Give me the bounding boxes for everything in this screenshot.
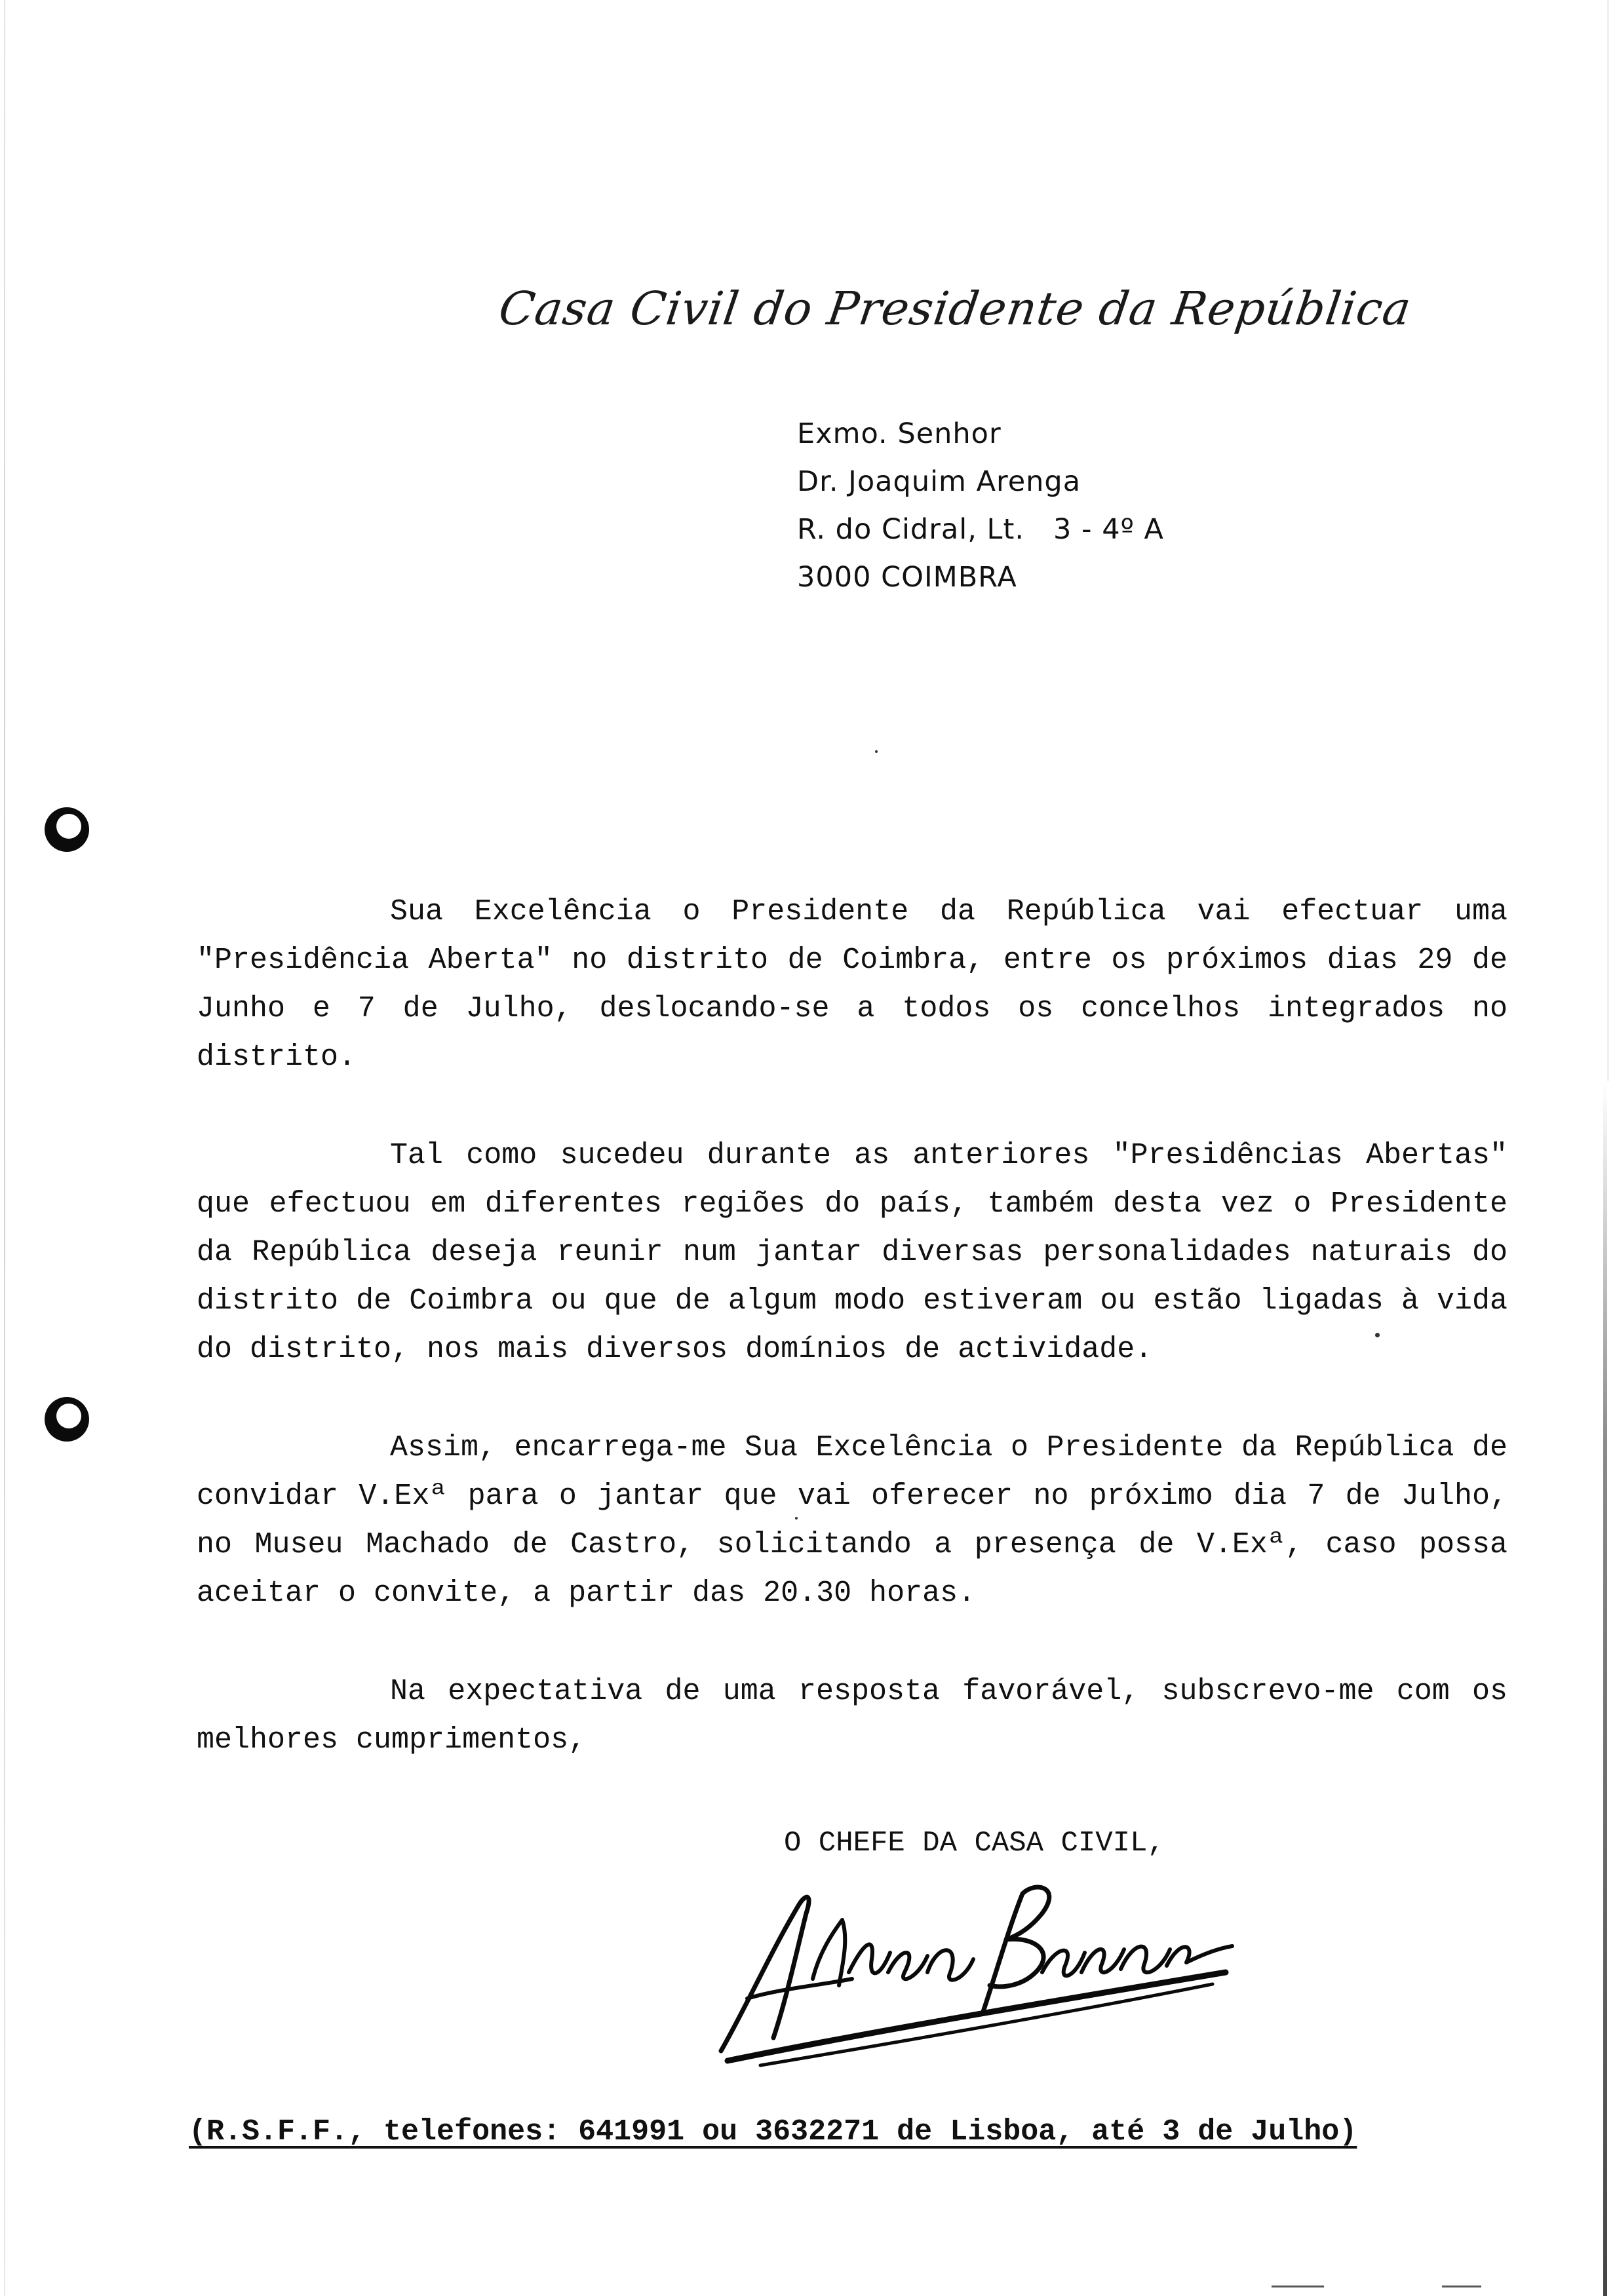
scan-edge-right — [1603, 1081, 1607, 2296]
signature — [708, 1874, 1245, 2071]
letterhead-title: Casa Civil do Presidente da República — [496, 282, 1415, 335]
closing-title: O CHEFE DA CASA CIVIL, — [784, 1827, 1165, 1860]
recipient-line: R. do Cidral, Lt. 3 - 4º A — [797, 513, 1164, 546]
scan-mark — [1272, 2286, 1324, 2287]
scan-speck — [875, 750, 878, 753]
recipient-line: 3000 COIMBRA — [797, 561, 1017, 594]
body-paragraph: Sua Excelência o Presidente da República vai efectuar uma "Presidência Aberta" no distrito de Coimbra, entre os próximos dias 29 de Junho e 7 de Julho, deslocando-se a todos os concelhos integrados no distrito. — [197, 895, 1508, 1074]
punch-hole-icon — [45, 807, 89, 852]
scan-speck — [1375, 1333, 1380, 1337]
body-paragraph: Na expectativa de uma resposta favorável, subscrevo-me com os melhores cumprimentos, — [197, 1675, 1508, 1757]
body-paragraph: Assim, encarrega-me Sua Excelência o Presidente da República de convidar V.Exª para o jantar que vai oferecer no próximo dia 7 de Julho, no Museu Machado de Castro, solicitando a presença de V.Exª, caso possa aceitar o convite, a partir das 20.30 horas. — [197, 1431, 1508, 1610]
recipient-address — [797, 410, 1387, 602]
footer-note: (R.S.F.F., telefones: 641991 ou 3632271 de Lisboa, até 3 de Julho) — [189, 2115, 1357, 2149]
body-paragraph: Tal como sucedeu durante as anteriores "Presidências Abertas" que efectuou em diferentes regiões do país, também desta vez o Presidente da República deseja reunir num jantar diversas personalidades naturais do distrito de Coimbra ou que de algum modo estiveram ou estão ligadas à vida do distrito, nos mais diversos domínios de actividade. — [197, 1139, 1508, 1366]
letter-body — [197, 888, 1508, 1814]
scan-mark — [1442, 2286, 1481, 2287]
scan-speck — [795, 1517, 798, 1520]
recipient-line: Exmo. Senhor — [797, 417, 1002, 450]
scan-edge-right-top — [1607, 0, 1609, 1081]
recipient-line: Dr. Joaquim Arenga — [797, 465, 1081, 498]
scan-edge-left — [4, 0, 5, 2296]
punch-hole-icon — [45, 1397, 89, 1442]
